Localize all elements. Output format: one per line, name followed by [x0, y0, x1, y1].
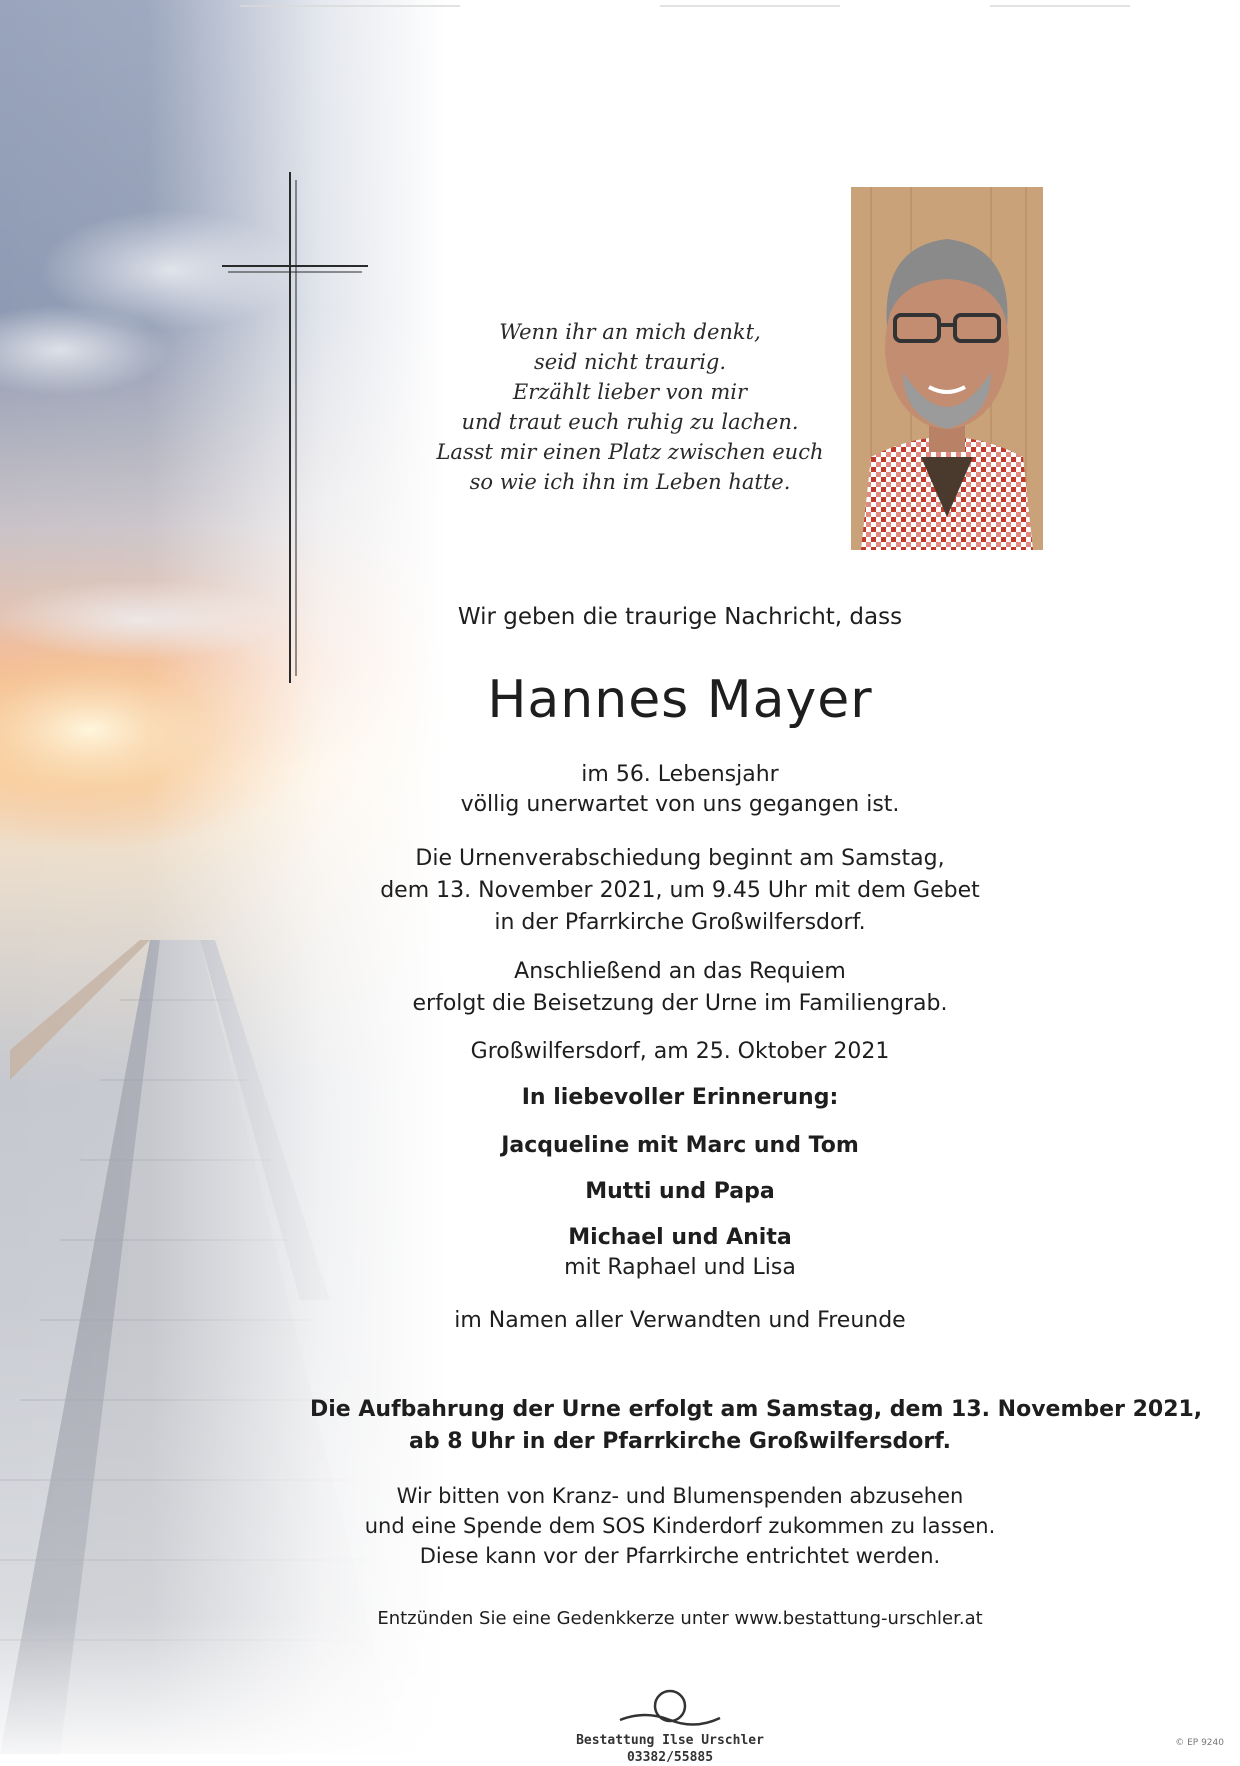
funeral-home-info: [520, 1732, 820, 1766]
print-code: © EP 9240: [1175, 1738, 1224, 1748]
deceased-name: [310, 668, 1050, 732]
family-group-3: [310, 1223, 1050, 1283]
service-line: dem 13. November 2021, um 9.45 Uhr mit dem Gebet: [380, 878, 980, 903]
requiem-text: [310, 956, 1050, 1020]
family-line: Michael und Anita: [568, 1225, 792, 1250]
intro-line: Wir geben die traurige Nachricht, dass: [457, 604, 903, 630]
funeral-home-logo-icon: [610, 1688, 730, 1736]
age-line: völlig unerwartet von uns gegangen ist.: [460, 792, 900, 817]
service-text: [310, 843, 1050, 939]
viewing-notice: [310, 1394, 1203, 1458]
service-line: Die Urnenverabschiedung beginnt am Samstag,: [415, 846, 945, 871]
relatives-text: [310, 1306, 1050, 1336]
poem-line: so wie ich ihn im Leben hatte.: [469, 470, 791, 494]
poem-line: und traut euch ruhig zu lachen.: [461, 410, 799, 434]
viewing-line: Die Aufbahrung der Urne erfolgt am Samstag, dem 13. November 2021,: [310, 1397, 1203, 1422]
portrait-photo: [851, 187, 1043, 550]
poem-line: Erzählt lieber von mir: [512, 380, 748, 404]
viewing-line: ab 8 Uhr in der Pfarrkirche Großwilfersdorf.: [409, 1429, 951, 1454]
requiem-line: Anschließend an das Requiem: [514, 959, 846, 984]
relatives-line: im Namen aller Verwandten und Freunde: [454, 1308, 906, 1333]
company-name: Bestattung Ilse Urschler: [576, 1733, 764, 1748]
requiem-line: erfolgt die Beisetzung der Urne im Familiengrab.: [412, 991, 948, 1016]
deceased-name-text: Hannes Mayer: [487, 670, 873, 730]
family-line: Mutti und Papa: [585, 1179, 775, 1204]
poem-line: Lasst mir einen Platz zwischen euch: [436, 440, 824, 464]
memory-heading: [310, 1083, 1050, 1113]
memorial-candle-link[interactable]: [310, 1607, 1050, 1631]
place-date: [310, 1037, 1050, 1067]
age-line: im 56. Lebensjahr: [581, 762, 779, 787]
company-phone: 03382/55885: [626, 1750, 714, 1765]
poem: [410, 317, 850, 497]
intro-text: [310, 602, 1050, 632]
family-line: mit Raphael und Lisa: [564, 1255, 796, 1280]
memory-heading-text: In liebevoller Erinnerung:: [521, 1085, 839, 1110]
poem-line: Wenn ihr an mich denkt,: [499, 320, 761, 344]
age-text: [310, 760, 1050, 820]
family-group-1: [310, 1131, 1050, 1161]
donation-notice: [310, 1481, 1050, 1571]
candle-text: Entzünden Sie eine Gedenkkerze unter www.bestattung-urschler.at: [377, 1608, 983, 1629]
place-date-line: Großwilfersdorf, am 25. Oktober 2021: [470, 1039, 890, 1064]
poem-line: seid nicht traurig.: [533, 350, 727, 374]
family-line: Jacqueline mit Marc und Tom: [501, 1133, 859, 1158]
donation-line: Wir bitten von Kranz- und Blumenspenden abzusehen: [396, 1484, 964, 1508]
donation-line: Diese kann vor der Pfarrkirche entrichtet werden.: [419, 1544, 941, 1568]
donation-line: und eine Spende dem SOS Kinderdorf zukommen zu lassen.: [364, 1514, 996, 1538]
service-line: in der Pfarrkirche Großwilfersdorf.: [494, 910, 866, 935]
family-group-2: [310, 1177, 1050, 1207]
